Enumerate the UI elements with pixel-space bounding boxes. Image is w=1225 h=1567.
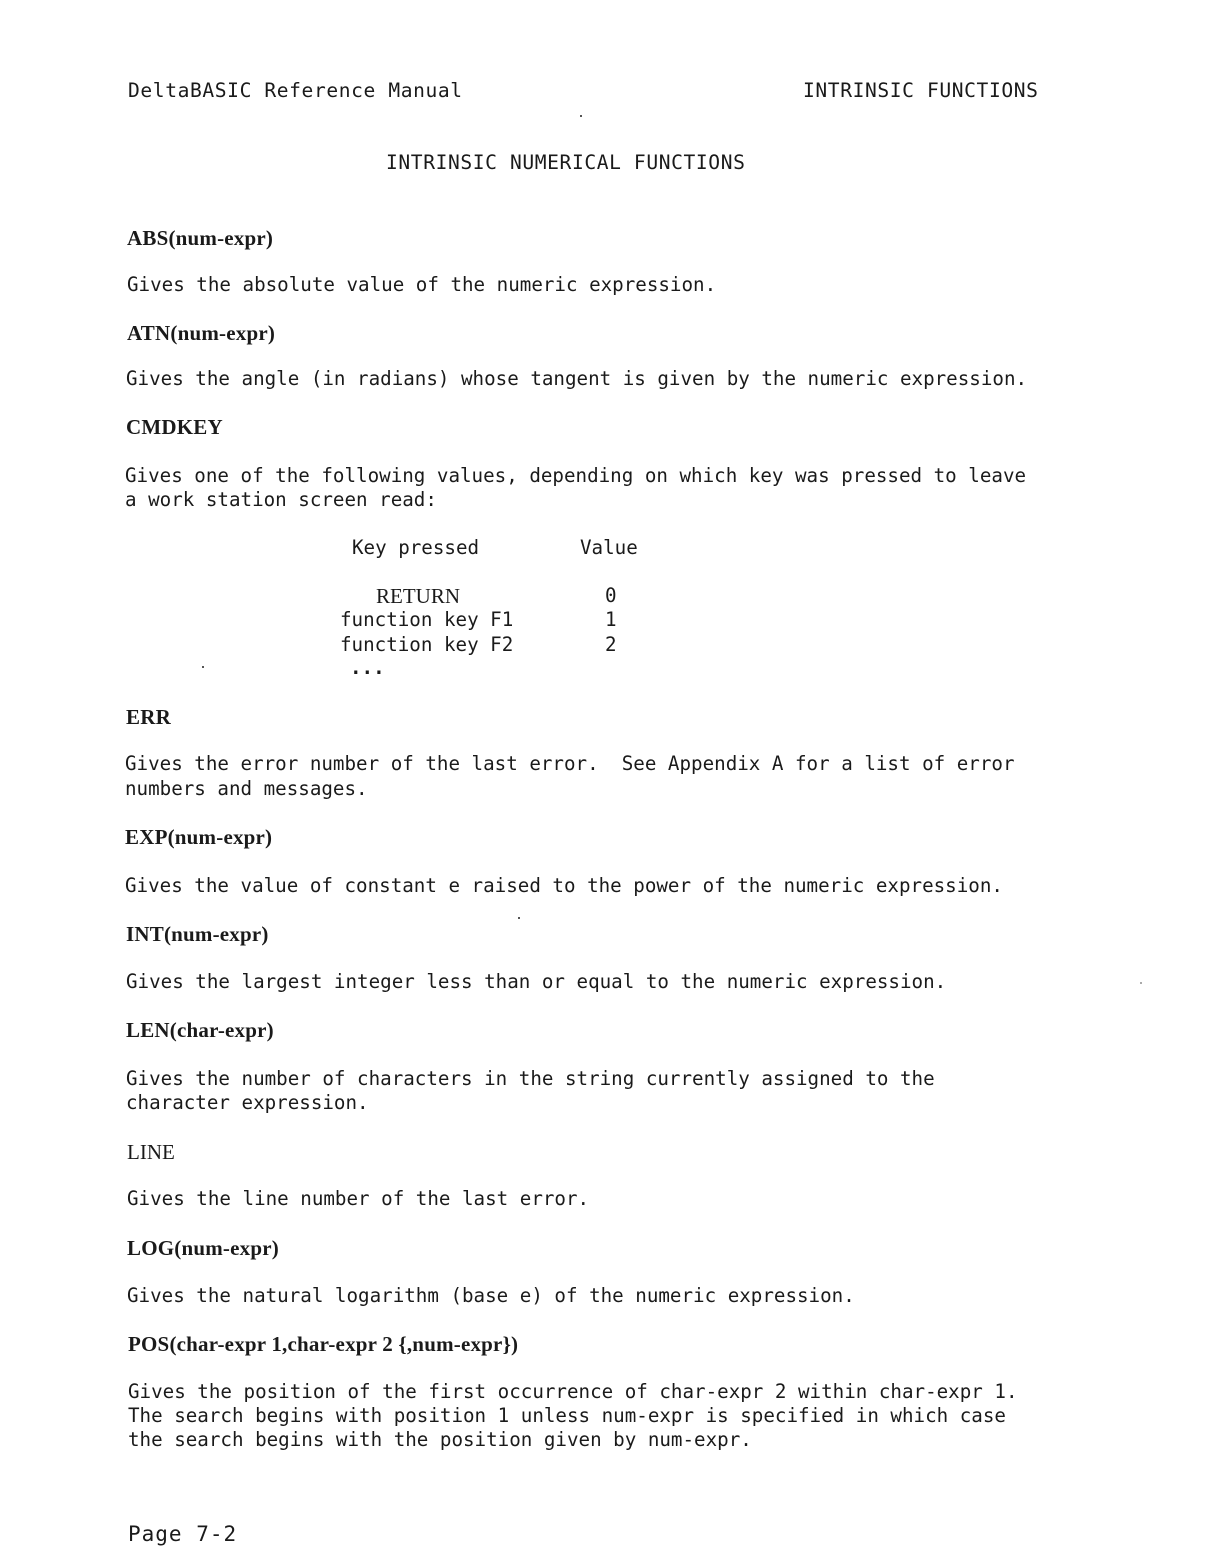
header-manual-title: DeltaBASIC Reference Manual bbox=[128, 79, 463, 102]
function-desc-log: Gives the natural logarithm (base e) of the numeric expression. bbox=[127, 1284, 855, 1307]
header-chapter-title: INTRINSIC FUNCTIONS bbox=[803, 79, 1039, 102]
table-row-value: 0 bbox=[605, 584, 617, 607]
function-name-abs: ABS(num-expr) bbox=[127, 226, 274, 250]
function-desc-int: Gives the largest integer less than or equal to the numeric expression. bbox=[126, 970, 947, 993]
table-ellipsis: ... bbox=[350, 656, 385, 679]
table-header-value: Value bbox=[580, 536, 638, 559]
function-name-pos: POS(char-expr 1,char-expr 2 {,num-expr}) bbox=[128, 1332, 519, 1356]
function-name-log: LOG(num-expr) bbox=[127, 1236, 279, 1260]
function-desc-len-line2: character expression. bbox=[126, 1091, 369, 1114]
table-header-key: Key pressed bbox=[352, 536, 480, 559]
function-name-err: ERR bbox=[126, 705, 171, 729]
scan-speck bbox=[202, 666, 204, 668]
page-number: Page 7-2 bbox=[128, 1522, 238, 1546]
table-row-key: function key F1 bbox=[340, 608, 514, 631]
table-row-key: RETURN bbox=[376, 584, 460, 608]
function-desc-err-line1: Gives the error number of the last error. See Appendix A for a list of error bbox=[125, 752, 1015, 775]
function-name-atn: ATN(num-expr) bbox=[127, 321, 276, 345]
function-desc-atn: Gives the angle (in radians) whose tangent is given by the numeric expression. bbox=[126, 367, 1028, 390]
table-row-value: 1 bbox=[605, 608, 617, 631]
table-row-key: function key F2 bbox=[340, 633, 514, 656]
scan-speck bbox=[580, 115, 582, 117]
function-desc-line: Gives the line number of the last error. bbox=[127, 1187, 590, 1210]
scan-speck bbox=[1140, 982, 1142, 984]
function-desc-abs: Gives the absolute value of the numeric expression. bbox=[127, 273, 717, 296]
function-desc-pos-line2: The search begins with position 1 unless num-expr is specified in which case bbox=[128, 1404, 1006, 1427]
function-desc-len-line1: Gives the number of characters in the string currently assigned to the bbox=[126, 1067, 935, 1090]
page-title: INTRINSIC NUMERICAL FUNCTIONS bbox=[386, 151, 746, 174]
function-desc-cmdkey-line1: Gives one of the following values, depending on which key was pressed to leave bbox=[125, 464, 1027, 487]
function-desc-cmdkey-line2: a work station screen read: bbox=[125, 488, 437, 511]
function-name-line: LINE bbox=[127, 1140, 175, 1164]
function-name-cmdkey: CMDKEY bbox=[126, 415, 223, 439]
function-desc-pos-line3: the search begins with the position given by num-expr. bbox=[128, 1428, 752, 1451]
function-name-exp: EXP(num-expr) bbox=[125, 825, 273, 849]
function-desc-pos-line1: Gives the position of the first occurrence of char-expr 2 within char-expr 1. bbox=[128, 1380, 1018, 1403]
function-name-int: INT(num-expr) bbox=[126, 922, 269, 946]
function-name-len: LEN(char-expr) bbox=[126, 1018, 274, 1042]
function-desc-exp: Gives the value of constant e raised to the power of the numeric expression. bbox=[125, 874, 1003, 897]
scan-speck bbox=[518, 917, 520, 919]
table-row-value: 2 bbox=[605, 633, 617, 656]
function-desc-err-line2: numbers and messages. bbox=[125, 777, 368, 800]
